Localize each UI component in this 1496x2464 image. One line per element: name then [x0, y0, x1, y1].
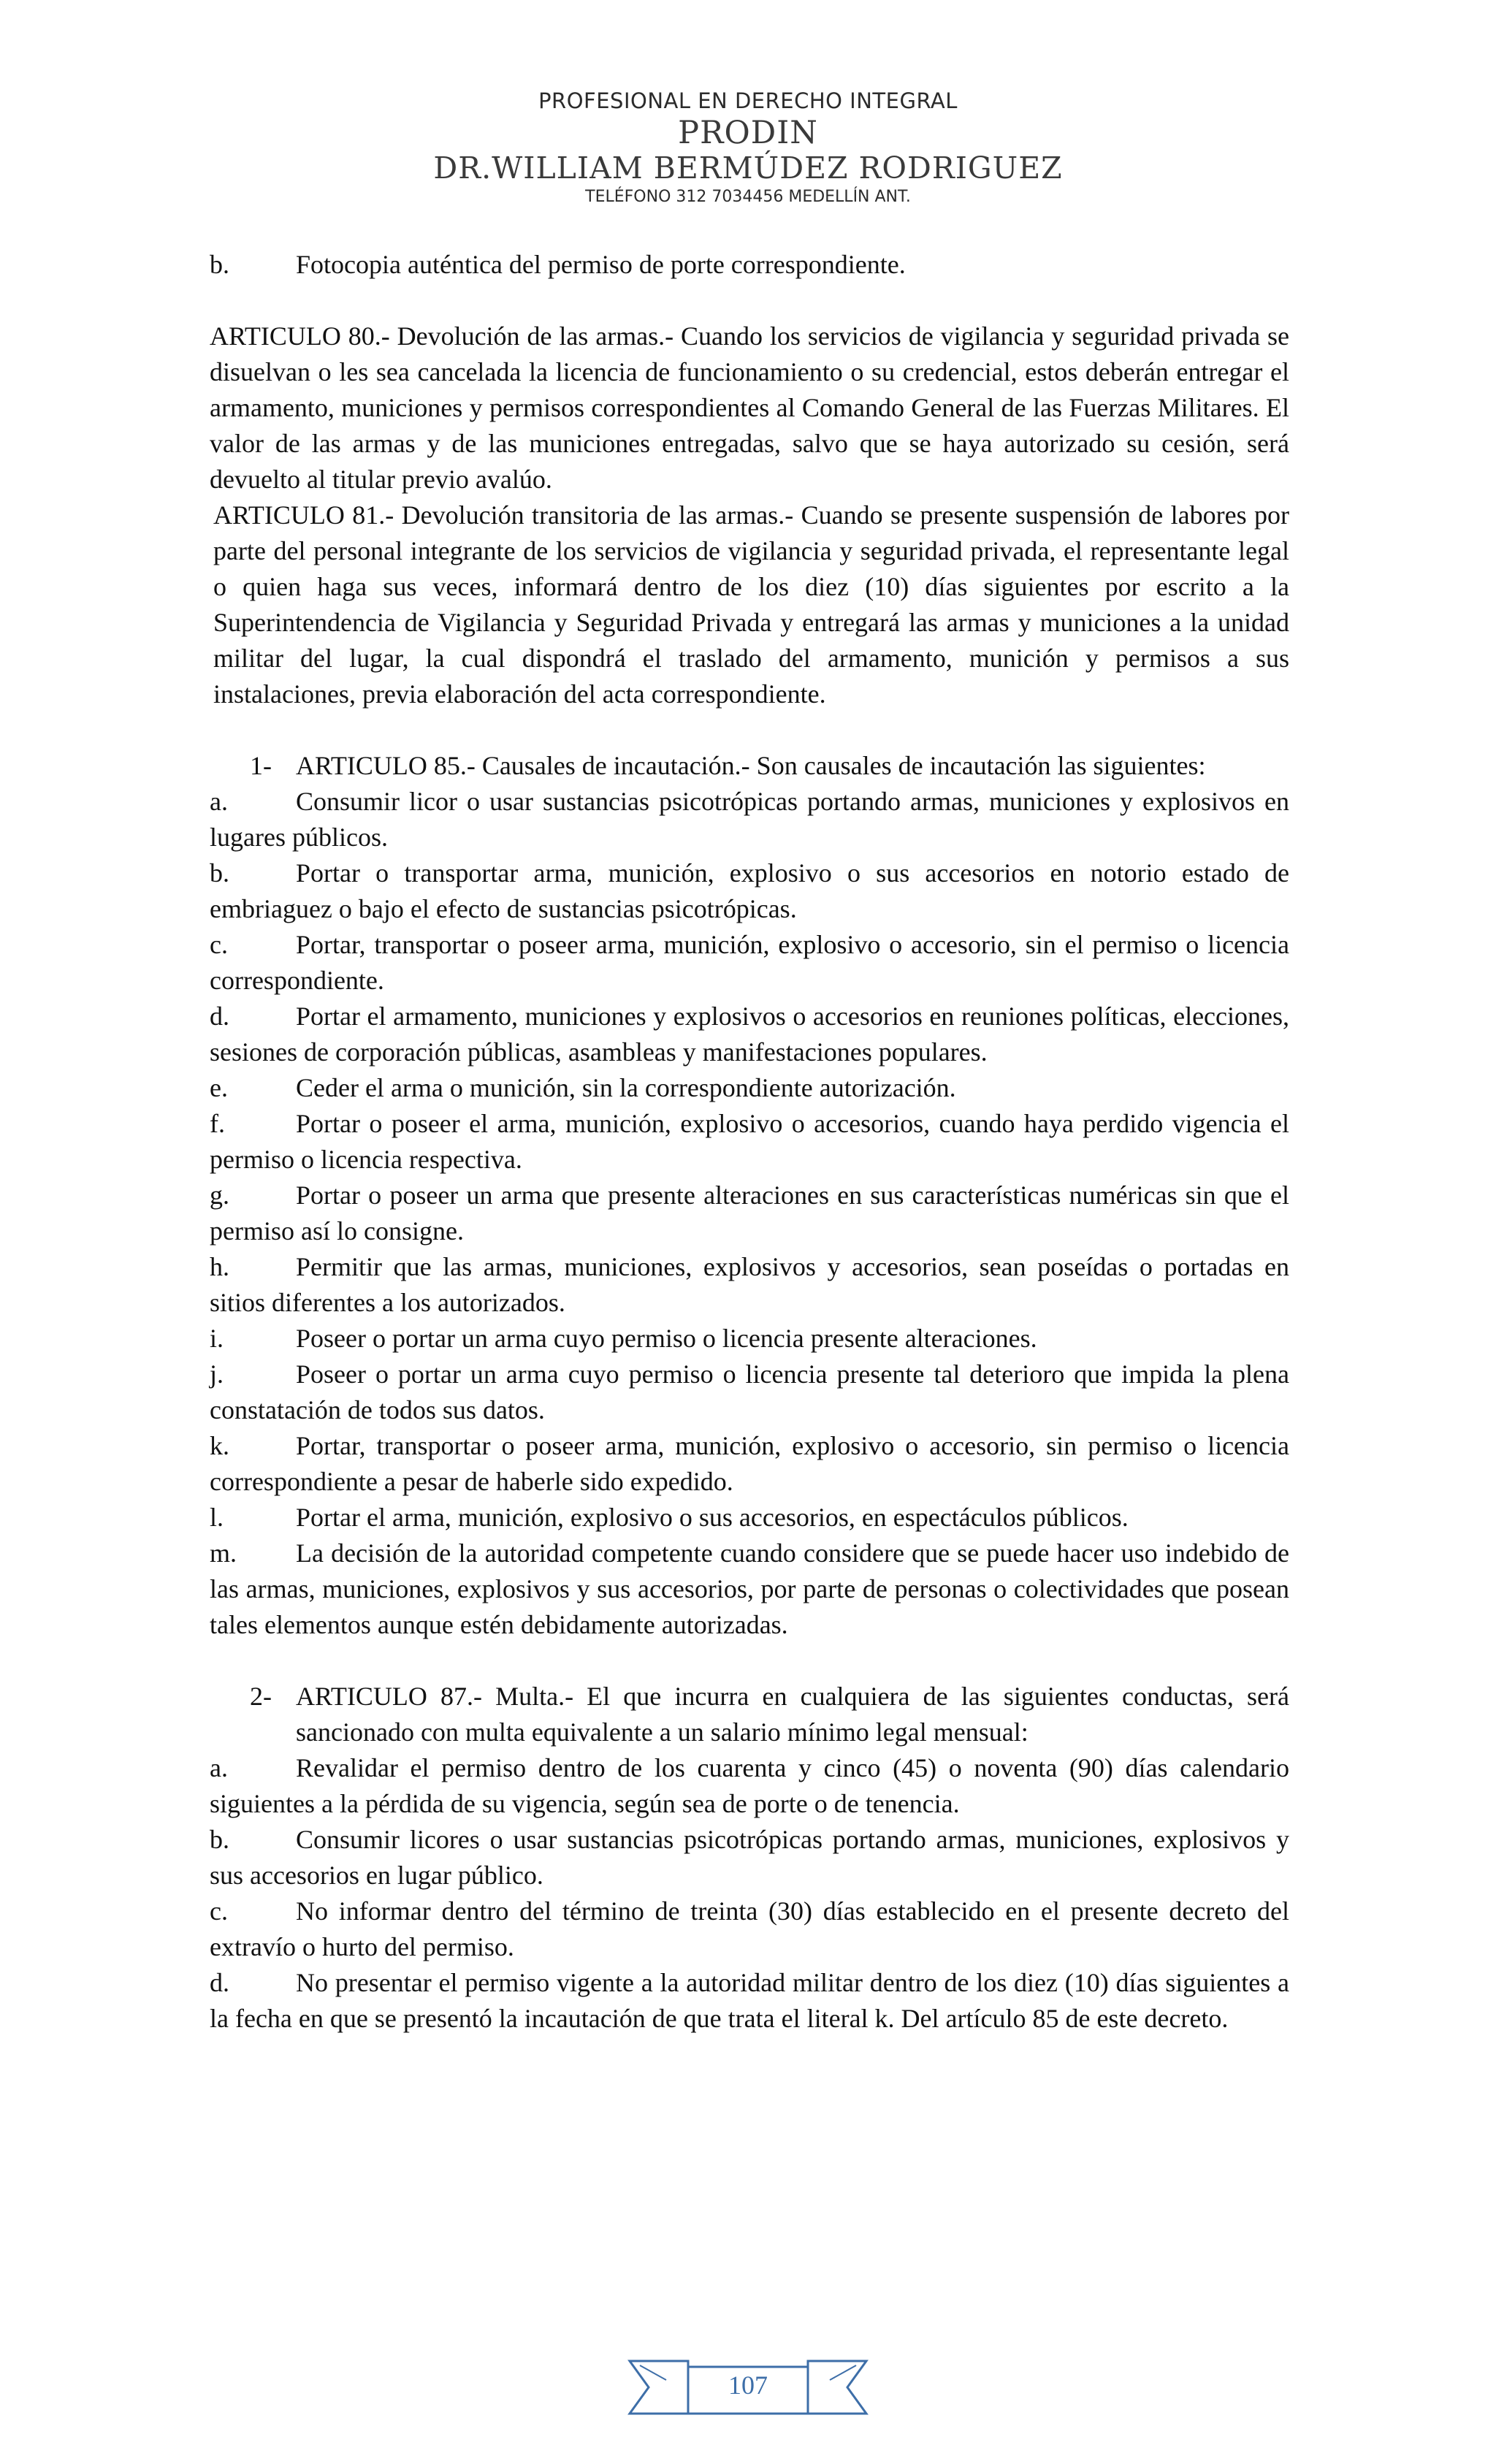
list-item	[210, 1822, 1289, 1893]
page-number-banner	[627, 2351, 869, 2424]
list-item	[210, 1321, 1289, 1357]
brand-name: PRODIN	[678, 115, 818, 151]
list-item	[210, 1428, 1289, 1500]
list-item	[210, 1965, 1289, 2037]
page-number: 107	[728, 2370, 768, 2400]
item-letter: k.	[210, 1431, 229, 1460]
item-text: Portar el arma, munición, explosivo o sus accesorios, en espectáculos públicos.	[296, 1503, 1129, 1532]
item-text: Portar o poseer el arma, munición, explosivo o accesorios, cuando haya perdido vigencia el permiso o licencia respectiva.	[210, 1109, 1289, 1174]
spacer	[210, 283, 1289, 319]
item-text: Revalidar el permiso dentro de los cuarenta y cinco (45) o noventa (90) días calendario siguientes a la pérdida de su vigencia, según sea de porte o de tenencia.	[210, 1753, 1289, 1818]
item-text: Poseer o portar un arma cuyo permiso o licencia presente tal deterioro que impida la plena constatación de todos sus datos.	[210, 1359, 1289, 1424]
item-letter: m.	[210, 1538, 237, 1568]
item-text: Permitir que las armas, municiones, explosivos y accesorios, sean poseídas o portadas en sitios diferentes a los autorizados.	[210, 1252, 1289, 1317]
item-text: Portar el armamento, municiones y explosivos o accesorios en reuniones políticas, elecciones, sesiones de corporación públicas, asambleas y manifestaciones populares.	[210, 1002, 1289, 1067]
list-item	[210, 247, 1289, 283]
article-80: ARTICULO 80.- Devolución de las armas.- Cuando los servicios de vigilancia y seguridad privada se disuelvan o les sea cancelada la licencia de funcionamiento o su credencial, estos deberán entregar el armamento, municiones y permisos correspondientes al Comando General de las Fuerzas Militares. El valor de las armas y de las municiones entregadas, salvo que se haya autorizado su cesión, será devuelto al titular previo avalúo.	[210, 321, 1289, 494]
letterhead	[0, 86, 1496, 209]
list-item	[210, 927, 1289, 999]
item-text: Consumir licor o usar sustancias psicotrópicas portando armas, municiones y explosivos en lugares públicos.	[210, 787, 1289, 852]
list-item	[210, 999, 1289, 1070]
numbered-label: 1-	[250, 751, 272, 780]
item-text: La decisión de la autoridad competente cuando considere que se puede hacer uso indebido de las armas, municiones, explosivos y sus accesorios, por parte de personas o colectividades que posean tales elementos aunque estén debidamente autorizadas.	[210, 1538, 1289, 1639]
item-text: Poseer o portar un arma cuyo permiso o licencia presente alteraciones.	[296, 1324, 1037, 1353]
item-letter: d.	[210, 1968, 229, 1997]
list-item	[210, 1070, 1289, 1106]
item-letter: i.	[210, 1324, 224, 1353]
item-text: Consumir licores o usar sustancias psicotrópicas portando armas, municiones, explosivos y sus accesorios en lugar público.	[210, 1825, 1289, 1890]
heading-text: ARTICULO 85.- Causales de incautación.- Son causales de incautación las siguientes:	[296, 751, 1206, 780]
item-text: Portar o transportar arma, munición, explosivo o sus accesorios en notorio estado de embriaguez o bajo el efecto de sustancias psicotrópicas.	[210, 858, 1289, 923]
firm-title: PROFESIONAL EN DERECHO INTEGRAL	[538, 88, 958, 113]
spacer	[210, 712, 1289, 748]
item-letter: b.	[210, 250, 229, 279]
item-letter: d.	[210, 1002, 229, 1031]
article-87-heading	[210, 1679, 1289, 1750]
numbered-label: 2-	[250, 1682, 272, 1711]
item-text: No presentar el permiso vigente a la autoridad militar dentro de los diez (10) días siguientes a la fecha en que se presentó la incautación de que trata el literal k. Del artículo 85 de este decreto.	[210, 1968, 1289, 2033]
article-87-list	[210, 1750, 1289, 2037]
item-letter: j.	[210, 1359, 224, 1389]
list-item	[210, 855, 1289, 927]
list-item	[210, 1357, 1289, 1428]
item-letter: g.	[210, 1180, 229, 1210]
list-item	[210, 1500, 1289, 1536]
item-letter: c.	[210, 1896, 228, 1926]
item-letter: b.	[210, 858, 229, 888]
item-letter: h.	[210, 1252, 229, 1281]
item-letter: c.	[210, 930, 228, 959]
item-text: Ceder el arma o munición, sin la correspondiente autorización.	[296, 1073, 956, 1102]
heading-text: ARTICULO 87.- Multa.- El que incurra en cualquiera de las siguientes conductas, será sancionado con multa equivalente a un salario mínimo legal mensual:	[296, 1682, 1289, 1747]
list-item	[210, 1178, 1289, 1249]
item-letter: b.	[210, 1825, 229, 1854]
item-text: No informar dentro del término de treinta (30) días establecido en el presente decreto del extravío o hurto del permiso.	[210, 1896, 1289, 1961]
item-text: Portar o poseer un arma que presente alteraciones en sus características numéricas sin que el permiso así lo consigne.	[210, 1180, 1289, 1246]
article-85-heading	[210, 748, 1289, 784]
article-81: ARTICULO 81.- Devolución transitoria de las armas.- Cuando se presente suspensión de labores por parte del personal integrante de los servicios de vigilancia y seguridad privada, el representante legal o quien haga sus veces, informará dentro de los diez (10) días siguientes por escrito a la Superintendencia de Vigilancia y Seguridad Privada y entregará las armas y municiones a la unidad militar del lugar, la cual dispondrá el traslado del armamento, munición y permisos a sus instalaciones, previa elaboración del acta correspondiente.	[213, 500, 1289, 709]
item-text: Portar, transportar o poseer arma, munición, explosivo o accesorio, sin el permiso o licencia correspondiente.	[210, 930, 1289, 995]
item-letter: a.	[210, 1753, 228, 1782]
item-text: Fotocopia auténtica del permiso de porte correspondiente.	[296, 250, 906, 279]
article-85-list	[210, 784, 1289, 1643]
item-letter: e.	[210, 1073, 228, 1102]
list-item	[210, 1893, 1289, 1965]
list-item	[210, 1106, 1289, 1178]
item-text: Portar, transportar o poseer arma, munición, explosivo o accesorio, sin permiso o licencia correspondiente a pesar de haberle sido expedido.	[210, 1431, 1289, 1496]
list-item	[210, 784, 1289, 855]
list-item	[210, 1249, 1289, 1321]
contact-phone: TELÉFONO 312 7034456 MEDELLÍN ANT.	[585, 188, 911, 206]
list-item	[210, 1536, 1289, 1643]
item-letter: f.	[210, 1109, 225, 1138]
spacer	[210, 1643, 1289, 1679]
document-body	[210, 247, 1289, 2037]
list-item	[210, 1750, 1289, 1822]
item-letter: a.	[210, 787, 228, 816]
item-letter: l.	[210, 1503, 224, 1532]
lawyer-name: DR.WILLIAM BERMÚDEZ RODRIGUEZ	[433, 150, 1063, 186]
